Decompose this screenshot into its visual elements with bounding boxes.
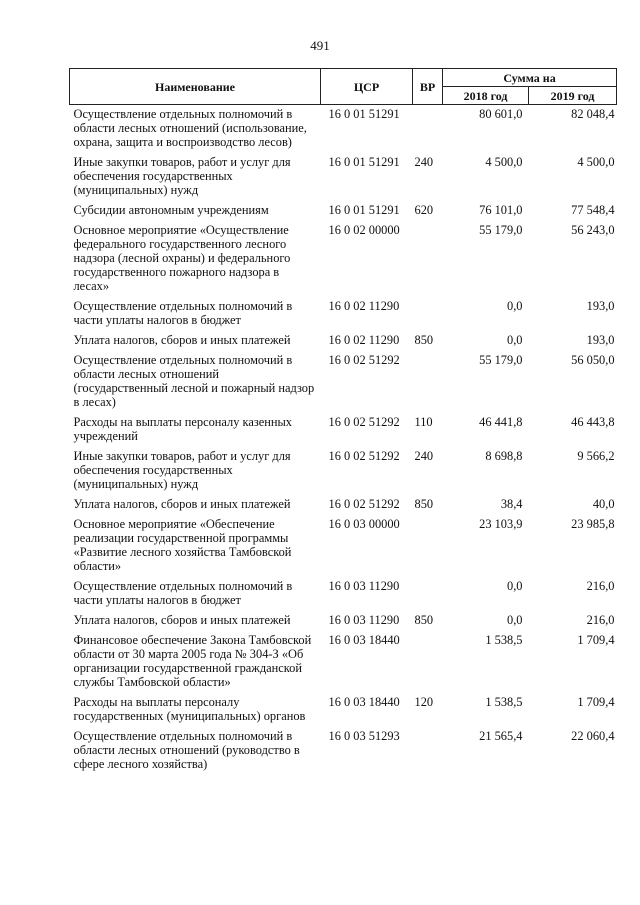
row-csr: 16 0 03 11290 xyxy=(328,613,400,627)
row-csr: 16 0 02 51292 xyxy=(328,353,400,367)
row-csr: 16 0 03 51293 xyxy=(328,729,400,743)
row-csr: 16 0 02 51292 xyxy=(328,449,400,463)
row-vr xyxy=(413,729,443,777)
row-name: Расходы на выплаты персоналу государственных (муниципальных) органов xyxy=(73,695,306,723)
table-body xyxy=(70,105,617,778)
header-name: Наименование xyxy=(70,69,321,105)
row-name: Финансовое обеспечение Закона Тамбовской области от 30 марта 2005 года № 304-З «Об организации государственной гражданской службы Тамбовской области» xyxy=(73,633,312,689)
row-vr: 850 xyxy=(414,497,434,511)
row-vr xyxy=(413,105,443,156)
table-row xyxy=(70,633,617,695)
row-sum-2019: 82 048,4 xyxy=(571,107,615,121)
row-csr: 16 0 03 00000 xyxy=(328,517,400,531)
row-name: Уплата налогов, сборов и иных платежей xyxy=(73,613,291,627)
row-name: Основное мероприятие «Осуществление федерального государственного лесного надзора (лесной охраны) и федерального государственного пожарного надзора в лесах» xyxy=(73,223,291,293)
row-sum-2019: 46 443,8 xyxy=(571,415,615,429)
row-name: Осуществление отдельных полномочий в области лесных отношений (использование, охрана, защита и воспроизводство лесов) xyxy=(73,107,307,149)
row-name: Осуществление отдельных полномочий в области лесных отношений (государственный лесной и пожарный надзор в лесах) xyxy=(73,353,315,409)
row-sum-2018: 55 179,0 xyxy=(479,353,523,367)
row-csr: 16 0 01 51291 xyxy=(328,155,400,169)
table-row xyxy=(70,613,617,633)
row-sum-2018: 1 538,5 xyxy=(485,695,523,709)
row-name: Расходы на выплаты персоналу казенных учреждений xyxy=(73,415,292,443)
row-sum-2018: 4 500,0 xyxy=(485,155,523,169)
row-name: Осуществление отдельных полномочий в части уплаты налогов в бюджет xyxy=(73,579,293,607)
row-csr: 16 0 02 11290 xyxy=(328,333,400,347)
row-vr: 240 xyxy=(414,449,434,463)
row-vr xyxy=(413,517,443,579)
row-name: Иные закупки товаров, работ и услуг для обеспечения государственных (муниципальных) нужд xyxy=(73,155,291,197)
row-sum-2019: 1 709,4 xyxy=(577,633,615,647)
row-sum-2019: 9 566,2 xyxy=(577,449,615,463)
row-sum-2019: 23 985,8 xyxy=(571,517,615,531)
row-vr xyxy=(413,633,443,695)
row-sum-2018: 46 441,8 xyxy=(479,415,523,429)
table-row xyxy=(70,415,617,449)
row-sum-2018: 0,0 xyxy=(507,333,523,347)
row-csr: 16 0 02 11290 xyxy=(328,299,400,313)
row-vr: 120 xyxy=(414,695,434,709)
row-csr: 16 0 01 51291 xyxy=(328,203,400,217)
table-row xyxy=(70,449,617,497)
row-sum-2019: 56 050,0 xyxy=(571,353,615,367)
row-sum-2018: 80 601,0 xyxy=(479,107,523,121)
row-name: Иные закупки товаров, работ и услуг для обеспечения государственных (муниципальных) нужд xyxy=(73,449,291,491)
header-sum-group: Сумма на xyxy=(443,69,617,87)
row-sum-2019: 1 709,4 xyxy=(577,695,615,709)
row-name: Субсидии автономным учреждениям xyxy=(73,203,269,217)
table-row xyxy=(70,517,617,579)
row-name: Осуществление отдельных полномочий в области лесных отношений (руководство в сфере лесного хозяйства) xyxy=(73,729,300,771)
table-row xyxy=(70,299,617,333)
row-vr: 620 xyxy=(414,203,434,217)
row-csr: 16 0 02 51292 xyxy=(328,415,400,429)
row-sum-2018: 38,4 xyxy=(500,497,523,511)
table-row xyxy=(70,729,617,777)
row-csr: 16 0 03 18440 xyxy=(328,633,400,647)
row-sum-2018: 0,0 xyxy=(507,613,523,627)
row-csr: 16 0 01 51291 xyxy=(328,107,400,121)
row-vr: 850 xyxy=(414,613,434,627)
table-row xyxy=(70,223,617,299)
row-name: Уплата налогов, сборов и иных платежей xyxy=(73,333,291,347)
row-sum-2019: 216,0 xyxy=(586,613,615,627)
header-vr: ВР xyxy=(413,69,443,105)
header-csr: ЦСР xyxy=(321,69,413,105)
table-row xyxy=(70,333,617,353)
page-number: 491 xyxy=(310,38,330,53)
row-vr: 110 xyxy=(414,415,433,429)
row-sum-2018: 8 698,8 xyxy=(485,449,523,463)
table-row xyxy=(70,579,617,613)
table-row xyxy=(70,105,617,156)
row-csr: 16 0 03 18440 xyxy=(328,695,400,709)
table-header xyxy=(70,69,617,105)
table-row xyxy=(70,497,617,517)
row-name: Осуществление отдельных полномочий в части уплаты налогов в бюджет xyxy=(73,299,293,327)
row-csr: 16 0 02 51292 xyxy=(328,497,400,511)
row-sum-2018: 23 103,9 xyxy=(479,517,523,531)
row-sum-2018: 0,0 xyxy=(507,579,523,593)
table-row xyxy=(70,353,617,415)
row-sum-2019: 193,0 xyxy=(586,299,615,313)
row-vr xyxy=(413,299,443,333)
row-vr xyxy=(413,223,443,299)
row-name: Основное мероприятие «Обеспечение реализации государственной программы «Развитие лесного хозяйства Тамбовской области» xyxy=(73,517,292,573)
table-row xyxy=(70,155,617,203)
table-row xyxy=(70,203,617,223)
row-vr xyxy=(413,579,443,613)
row-sum-2019: 77 548,4 xyxy=(571,203,615,217)
row-sum-2019: 22 060,4 xyxy=(571,729,615,743)
row-sum-2018: 76 101,0 xyxy=(479,203,523,217)
row-sum-2018: 1 538,5 xyxy=(485,633,523,647)
row-name: Уплата налогов, сборов и иных платежей xyxy=(73,497,291,511)
row-vr: 850 xyxy=(414,333,434,347)
row-sum-2018: 55 179,0 xyxy=(479,223,523,237)
row-vr: 240 xyxy=(414,155,434,169)
row-sum-2019: 193,0 xyxy=(586,333,615,347)
row-vr xyxy=(413,353,443,415)
row-sum-2019: 4 500,0 xyxy=(577,155,615,169)
row-csr: 16 0 03 11290 xyxy=(328,579,400,593)
header-year-2019: 2019 год xyxy=(529,87,617,105)
row-sum-2019: 56 243,0 xyxy=(571,223,615,237)
row-sum-2019: 216,0 xyxy=(586,579,615,593)
table-row xyxy=(70,695,617,729)
row-csr: 16 0 02 00000 xyxy=(328,223,400,237)
row-sum-2018: 21 565,4 xyxy=(479,729,523,743)
row-sum-2018: 0,0 xyxy=(507,299,523,313)
header-year-2018: 2018 год xyxy=(443,87,529,105)
budget-table xyxy=(69,68,617,777)
row-sum-2019: 40,0 xyxy=(592,497,615,511)
